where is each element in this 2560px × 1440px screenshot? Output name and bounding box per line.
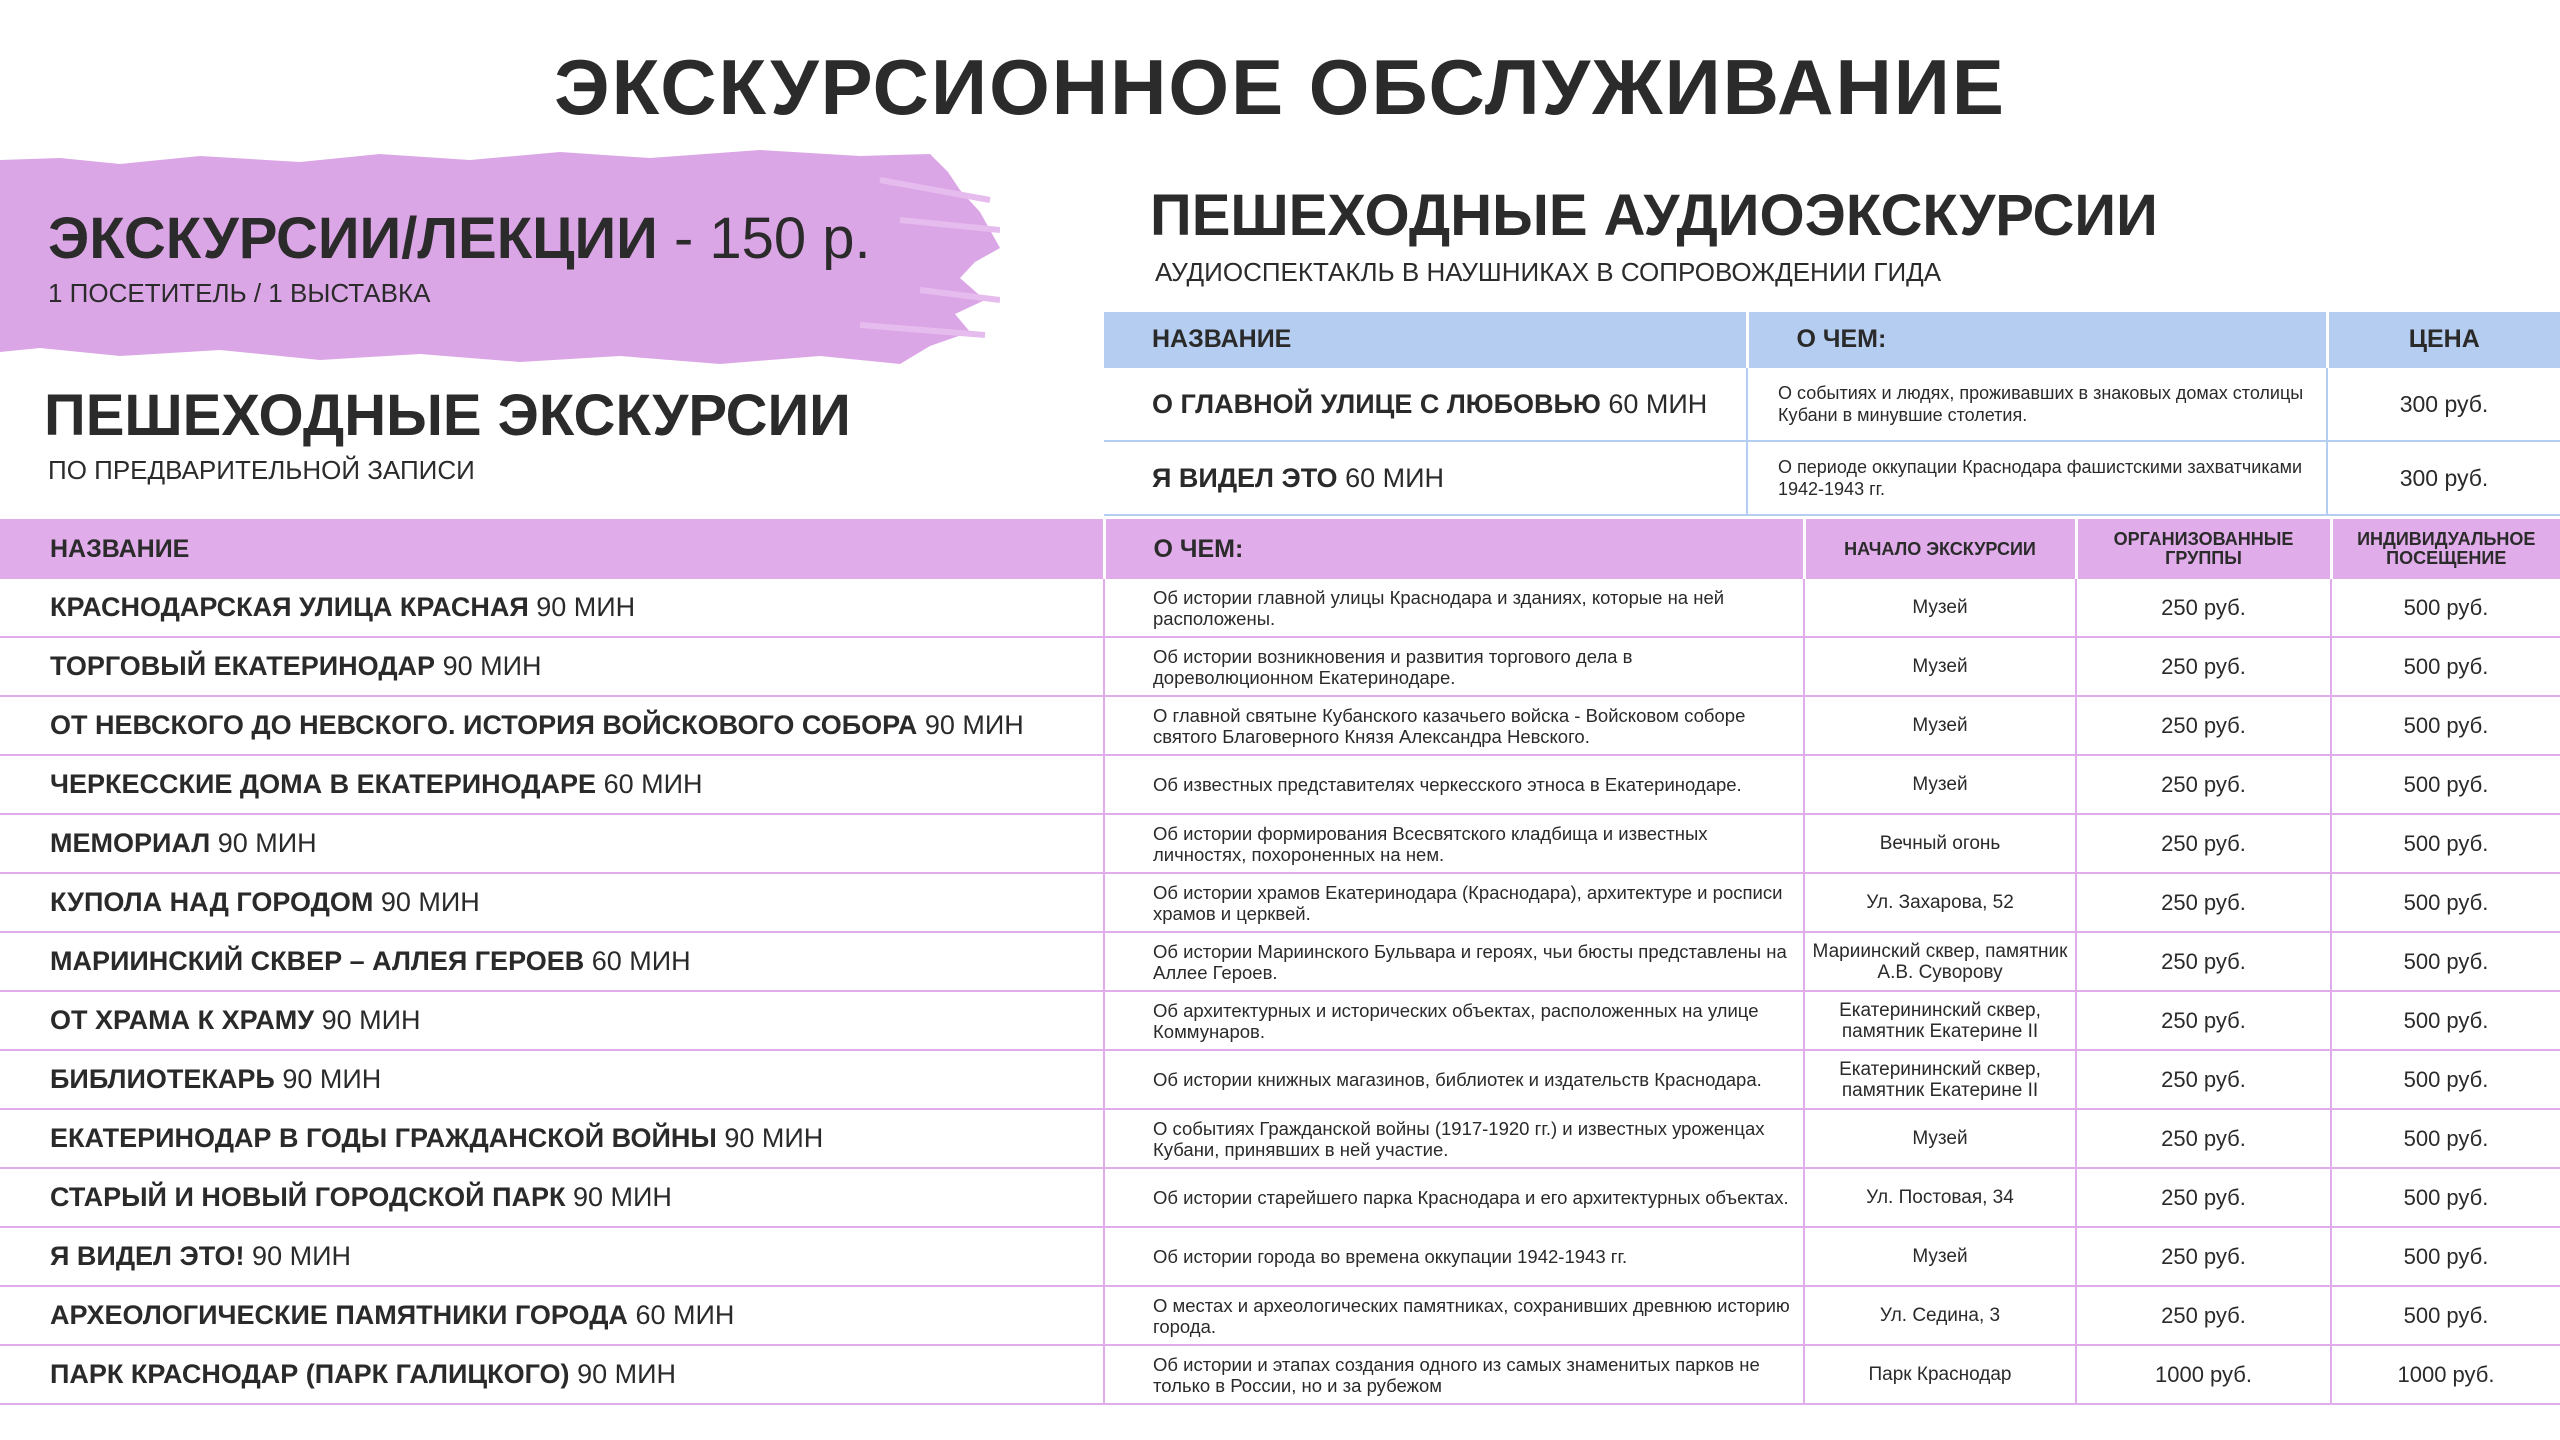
tour-duration: 90 МИН	[442, 651, 542, 681]
walking-tours-subtitle: ПО ПРЕДВАРИТЕЛЬНОЙ ЗАПИСИ	[48, 455, 475, 485]
audio-tour-name: Я ВИДЕЛ ЭТО	[1152, 462, 1338, 493]
tour-description: Об истории книжных магазинов, библиотек и издательств Краснодара.	[1104, 1050, 1804, 1109]
tour-name-cell	[0, 1286, 1104, 1345]
tour-group-price: 1000 руб.	[2076, 1345, 2331, 1404]
tour-name-cell	[0, 1109, 1104, 1168]
tour-description: Об истории города во времена оккупации 1942-1943 гг.	[1104, 1227, 1804, 1286]
page-title: ЭКСКУРСИОННОЕ ОБСЛУЖИВАНИЕ	[554, 43, 2006, 131]
walking-tours-table	[0, 519, 2560, 1405]
tour-duration: 60 МИН	[591, 946, 691, 976]
tour-name-cell	[0, 637, 1104, 696]
tour-individual-price: 1000 руб.	[2331, 1345, 2560, 1404]
tour-individual-price: 500 руб.	[2331, 1168, 2560, 1227]
tour-individual-price: 500 руб.	[2331, 991, 2560, 1050]
tour-name-cell	[0, 696, 1104, 755]
walking-table-row	[0, 1168, 2560, 1227]
tour-duration: 60 МИН	[603, 769, 703, 799]
tour-duration: 60 МИН	[635, 1300, 735, 1330]
tour-name-cell	[0, 1168, 1104, 1227]
tour-group-price: 250 руб.	[2076, 1227, 2331, 1286]
audio-tour-duration: 60 МИН	[1345, 462, 1444, 493]
tour-name: КРАСНОДАРСКАЯ УЛИЦА КРАСНАЯ	[50, 592, 529, 622]
tour-duration: 90 МИН	[536, 592, 636, 622]
audio-table-row	[1104, 367, 2560, 441]
walking-table-row	[0, 932, 2560, 991]
tour-group-price: 250 руб.	[2076, 814, 2331, 873]
audio-tour-description: О периоде оккупации Краснодара фашистскими захватчиками 1942-1943 гг.	[1747, 441, 2327, 515]
walking-table-row	[0, 1345, 2560, 1404]
header-individual: ИНДИВИДУАЛЬНОЕ ПОСЕЩЕНИЕ	[2331, 519, 2560, 579]
tour-name: Я ВИДЕЛ ЭТО!	[50, 1241, 245, 1271]
audio-header-name: НАЗВАНИЕ	[1104, 312, 1747, 367]
tour-individual-price: 500 руб.	[2331, 696, 2560, 755]
tour-description: О событиях Гражданской войны (1917-1920 гг.) и известных уроженцах Кубани, принявших в ней участие.	[1104, 1109, 1804, 1168]
audio-tour-description: О событиях и людях, проживавших в знаковых домах столицы Кубани в минувшие столетия.	[1747, 367, 2327, 441]
tour-name: ЧЕРКЕССКИЕ ДОМА В ЕКАТЕРИНОДАРЕ	[50, 769, 597, 799]
tour-description: Об архитектурных и исторических объектах, расположенных на улице Коммунаров.	[1104, 991, 1804, 1050]
tour-duration: 90 МИН	[217, 828, 317, 858]
tour-duration: 90 МИН	[724, 1123, 824, 1153]
audio-tours-subtitle: АУДИОСПЕКТАКЛЬ В НАУШНИКАХ В СОПРОВОЖДЕНИИ ГИДА	[1155, 257, 1942, 287]
tour-name: СТАРЫЙ И НОВЫЙ ГОРОДСКОЙ ПАРК	[50, 1182, 566, 1212]
tour-description: Об известных представителях черкесского этноса в Екатеринодаре.	[1104, 755, 1804, 814]
walking-tours-title: ПЕШЕХОДНЫЕ ЭКСКУРСИИ	[44, 383, 851, 448]
tour-group-price: 250 руб.	[2076, 1109, 2331, 1168]
tour-description: Об истории главной улицы Краснодара и зданиях, которые на ней расположены.	[1104, 579, 1804, 637]
tour-individual-price: 500 руб.	[2331, 637, 2560, 696]
tour-start-point: Ул. Постовая, 34	[1804, 1168, 2076, 1227]
tour-start-point: Екатерининский сквер, памятник Екатерине II	[1804, 991, 2076, 1050]
tour-individual-price: 500 руб.	[2331, 932, 2560, 991]
tour-name-cell	[0, 814, 1104, 873]
audio-table-header	[1104, 312, 2560, 367]
tour-name: БИБЛИОТЕКАРЬ	[50, 1064, 275, 1094]
tour-group-price: 250 руб.	[2076, 637, 2331, 696]
tour-name: ПАРК КРАСНОДАР (ПАРК ГАЛИЦКОГО)	[50, 1359, 570, 1389]
tour-name: ЕКАТЕРИНОДАР В ГОДЫ ГРАЖДАНСКОЙ ВОЙНЫ	[50, 1123, 717, 1153]
tour-group-price: 250 руб.	[2076, 991, 2331, 1050]
tour-start-point: Музей	[1804, 579, 2076, 637]
audio-tour-name-cell	[1104, 367, 1747, 441]
tour-name-cell	[0, 1345, 1104, 1404]
walking-table-row	[0, 637, 2560, 696]
lectures-title: ЭКСКУРСИИ/ЛЕКЦИИ - 150 р.	[48, 206, 871, 271]
tour-individual-price: 500 руб.	[2331, 1227, 2560, 1286]
tour-start-point: Музей	[1804, 1109, 2076, 1168]
tour-individual-price: 500 руб.	[2331, 755, 2560, 814]
tour-group-price: 250 руб.	[2076, 696, 2331, 755]
tour-group-price: 250 руб.	[2076, 579, 2331, 637]
tour-description: О местах и археологических памятниках, сохранивших древнюю историю города.	[1104, 1286, 1804, 1345]
tour-name-cell	[0, 755, 1104, 814]
header-groups: ОРГАНИЗОВАННЫЕ ГРУППЫ	[2076, 519, 2331, 579]
tour-individual-price: 500 руб.	[2331, 1050, 2560, 1109]
tour-individual-price: 500 руб.	[2331, 1286, 2560, 1345]
tour-individual-price: 500 руб.	[2331, 814, 2560, 873]
tour-name-cell	[0, 873, 1104, 932]
tour-description: Об истории возникновения и развития торгового дела в дореволюционном Екатеринодаре.	[1104, 637, 1804, 696]
audio-header-price: ЦЕНА	[2327, 312, 2560, 367]
audio-tour-price: 300 руб.	[2327, 441, 2560, 515]
walking-table-row	[0, 755, 2560, 814]
tour-start-point: Вечный огонь	[1804, 814, 2076, 873]
audio-tour-price: 300 руб.	[2327, 367, 2560, 441]
tour-duration: 90 МИН	[380, 887, 480, 917]
tour-name: ОТ НЕВСКОГО ДО НЕВСКОГО. ИСТОРИЯ ВОЙСКОВОГО СОБОРА	[50, 710, 918, 740]
audio-tour-name: О ГЛАВНОЙ УЛИЦЕ С ЛЮБОВЬЮ	[1152, 388, 1601, 419]
tour-name: ТОРГОВЫЙ ЕКАТЕРИНОДАР	[50, 651, 436, 681]
tour-duration: 90 МИН	[321, 1005, 421, 1035]
tour-group-price: 250 руб.	[2076, 1168, 2331, 1227]
tour-start-point: Парк Краснодар	[1804, 1345, 2076, 1404]
tour-start-point: Мариинский сквер, памятник А.В. Суворову	[1804, 932, 2076, 991]
tour-name: МАРИИНСКИЙ СКВЕР – АЛЛЕЯ ГЕРОЕВ	[50, 946, 585, 976]
header-about: О ЧЕМ:	[1104, 519, 1804, 579]
tour-description: Об истории Мариинского Бульвара и героях, чьи бюсты представлены на Аллее Героев.	[1104, 932, 1804, 991]
tour-group-price: 250 руб.	[2076, 1050, 2331, 1109]
tour-individual-price: 500 руб.	[2331, 1109, 2560, 1168]
audio-table-row	[1104, 441, 2560, 515]
tour-start-point: Ул. Седина, 3	[1804, 1286, 2076, 1345]
tour-description: Об истории храмов Екатеринодара (Краснодара), архитектуре и росписи храмов и церквей.	[1104, 873, 1804, 932]
tour-name-cell	[0, 932, 1104, 991]
walking-table-row	[0, 873, 2560, 932]
tour-group-price: 250 руб.	[2076, 873, 2331, 932]
tour-name: МЕМОРИАЛ	[50, 828, 211, 858]
tour-name: КУПОЛА НАД ГОРОДОМ	[50, 887, 374, 917]
tour-name: АРХЕОЛОГИЧЕСКИЕ ПАМЯТНИКИ ГОРОДА	[50, 1300, 628, 1330]
lectures-subtitle: 1 ПОСЕТИТЕЛЬ / 1 ВЫСТАВКА	[48, 278, 431, 308]
tour-start-point: Музей	[1804, 755, 2076, 814]
header-name: НАЗВАНИЕ	[0, 519, 1104, 579]
audio-tour-duration: 60 МИН	[1608, 388, 1708, 419]
audio-header-about: О ЧЕМ:	[1747, 312, 2327, 367]
tour-group-price: 250 руб.	[2076, 755, 2331, 814]
walking-table-row	[0, 579, 2560, 637]
walking-table-row	[0, 1109, 2560, 1168]
tour-start-point: Музей	[1804, 637, 2076, 696]
tour-name-cell	[0, 991, 1104, 1050]
audio-tour-name-cell	[1104, 441, 1747, 515]
lectures-price: - 150 р.	[673, 206, 871, 271]
tour-start-point: Ул. Захарова, 52	[1804, 873, 2076, 932]
tour-duration: 90 МИН	[573, 1182, 672, 1212]
tour-description: Об истории и этапах создания одного из самых знаменитых парков не только в России, но и за рубежом	[1104, 1345, 1804, 1404]
walking-table-row	[0, 814, 2560, 873]
tour-group-price: 250 руб.	[2076, 932, 2331, 991]
walking-table-row	[0, 696, 2560, 755]
tour-individual-price: 500 руб.	[2331, 579, 2560, 637]
tour-duration: 90 МИН	[577, 1359, 676, 1389]
walking-table-header	[0, 519, 2560, 579]
tour-description: Об истории старейшего парка Краснодара и его архитектурных объектах.	[1104, 1168, 1804, 1227]
header-start: НАЧАЛО ЭКСКУРСИИ	[1804, 519, 2076, 579]
tour-start-point: Музей	[1804, 696, 2076, 755]
walking-table-row	[0, 1286, 2560, 1345]
tour-duration: 90 МИН	[252, 1241, 351, 1271]
tour-start-point: Музей	[1804, 1227, 2076, 1286]
audio-tours-title: ПЕШЕХОДНЫЕ АУДИОЭКСКУРСИИ	[1150, 183, 2158, 248]
tour-individual-price: 500 руб.	[2331, 873, 2560, 932]
audio-tours-table	[1104, 312, 2560, 516]
walking-table-row	[0, 1227, 2560, 1286]
tour-name-cell	[0, 579, 1104, 637]
tour-group-price: 250 руб.	[2076, 1286, 2331, 1345]
tour-description: Об истории формирования Всесвятского кладбища и известных личностях, похороненных на нем.	[1104, 814, 1804, 873]
tour-duration: 90 МИН	[282, 1064, 382, 1094]
walking-table-row	[0, 991, 2560, 1050]
tour-duration: 90 МИН	[924, 710, 1024, 740]
tour-name-cell	[0, 1050, 1104, 1109]
tour-start-point: Екатерининский сквер, памятник Екатерине II	[1804, 1050, 2076, 1109]
tour-name: ОТ ХРАМА К ХРАМУ	[50, 1005, 315, 1035]
walking-table-row	[0, 1050, 2560, 1109]
tour-description: О главной святыне Кубанского казачьего войска - Войсковом соборе святого Благоверного Князя Александра Невского.	[1104, 696, 1804, 755]
tour-name-cell	[0, 1227, 1104, 1286]
